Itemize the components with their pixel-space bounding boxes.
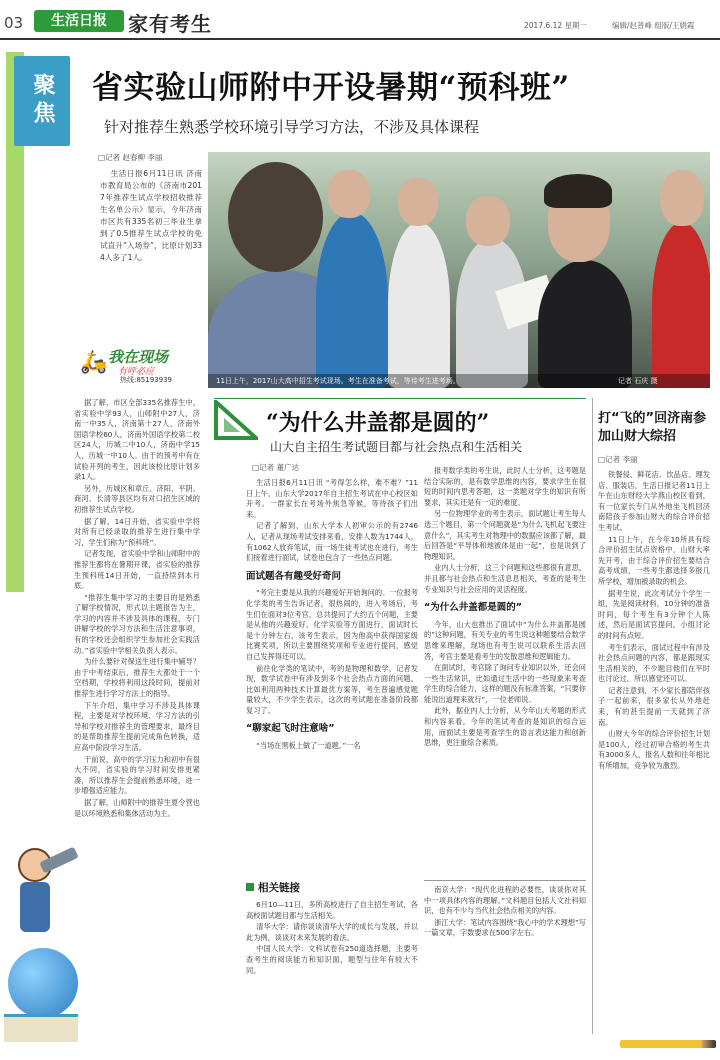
- date-line: 2017.6.12 星期一: [524, 21, 588, 30]
- paragraph: 在面试时，考官除了询问专业知识以外，还会问一些生活常识，比如通过生活中的一些现象来考查学生的综合能力，这样的题没有标准答案，“只要你能说出道理来就行”，一位老师说。: [424, 663, 586, 704]
- paragraph: 前往化学类的笔试中，考的是物理和数学，记者发现，数学试卷中有涉及到多个社会热点方面的问题，比如利用两种技术计算最优方案等，考生普遍感觉题量较大，不少学生表示，这次的考试题在准备阶段都复习了。: [246, 663, 418, 715]
- news-photo: [208, 152, 710, 388]
- right-headline: 打“飞的”回济南参加山财大综招: [598, 411, 707, 444]
- paragraph: 生活日报6月11日讯 “考得怎么样，难不难？”11日上午，山东大学2017年自主招生考试在中心校区如开考。一群家长在考场外焦急等候，等待孩子们出来。: [246, 478, 418, 519]
- photo-figure: [652, 222, 710, 388]
- pencil-icon: [620, 1040, 716, 1048]
- paragraph: “考完主要是从我的兴趣爱好开始询问的。一位报考化学类的考生告诉记者，很热闹的，进入考场后，考生们在面对3位考官，总共提问了大约五个问题，主要是从他的兴趣爱好、化学实验等方面进行，面试时长是十分钟左右，该考生表示，因为他高中获得国家级比赛奖项，所以主要围绕奖项和专业进行提问，感觉自己发挥得还可以。: [246, 588, 418, 661]
- paragraph: 另一位物理学业的考生表示，面试题让考生每人选三个题目，第一个问题就是“为什么飞机起飞要注意什么”，其实考生对物理中的数据应该都了解，最后回答是“平导体和地被体是由一起”，也是说到了物理知识。: [424, 509, 586, 561]
- photo-head: [660, 170, 704, 226]
- live-logo-hotline: 热线:85193939: [120, 376, 172, 384]
- main-lead: [100, 168, 202, 338]
- photo-head: [228, 162, 323, 272]
- main-lead-text: 生活日报6月11日讯 济南市教育局公布的《济南市2017年推荐生试点学校招收推荐生名单公示》显示，今年济南市区共有335名初三毕业生拿到了0.5推荐生试点学校的免试直升“入场券”，比原计划334人多了1人。: [100, 169, 202, 262]
- feature-subhead: 面试题各有趣受好奇问: [246, 570, 342, 582]
- paragraph: 6月10—11日，多所高校进行了自主招生考试，各高校面试题目都与生活相关。: [246, 900, 418, 920]
- brand-label: 生活日报: [51, 13, 107, 29]
- page-header: [0, 0, 720, 42]
- section-title: 家有考生: [128, 12, 212, 36]
- paragraph: 清华大学：请你谈谈清华大学的成长与发展，并以此为例，谈谈对未来发展的看法。: [246, 922, 418, 942]
- focus-tab: [14, 56, 70, 146]
- paragraph: 山财大今年的综合评价招生计划是100人，经过初审合格的考生共有3000多人，报名人数和往年相比有所增加，竞争较为激烈。: [598, 729, 710, 771]
- main-subheadline: 针对推荐生熟悉学校环境引导学习方法，不涉及具体课程: [104, 118, 480, 136]
- related-links-title: [246, 880, 418, 895]
- paragraph: 南京大学：“现代化进程的必要性，谈谈你对其中一项具体内容的理解。”文科题目包括人文社科知识，也有不少与当代社会热点相关的内容。: [424, 885, 586, 916]
- globe-icon: [8, 948, 78, 1018]
- paragraph: “当场在黑板上做了一道题。”一名: [256, 741, 361, 751]
- photo-head: [328, 170, 370, 218]
- focus-tab-label: 聚焦: [30, 73, 55, 129]
- related-links-text: [246, 900, 418, 1030]
- photo-figure: [538, 260, 632, 388]
- right-byline: □记者 李丽: [598, 455, 638, 464]
- paragraph: 报考数学类的考生说，此时人士分析，这考题是结合实际的，是有数学思维的内容，要求学生在很短的时间内思考答题，这一类题对学生的知识有所要求，其实还是有一定的难度。: [424, 466, 586, 507]
- paragraph: 浙江大学：笔试内容围绕“我心中的学术理想”写一篇文章，字数要求在500字左右。: [424, 917, 586, 938]
- right-column-rule: [592, 398, 593, 1034]
- telescope-cartoon: [4, 848, 78, 1048]
- feature-col1: [246, 478, 418, 868]
- paragraph: 11日上午，在今年10所具有综合评价招生试点资格中，山财大率先开考，由于综合评价招生要结合高考成绩，一些考生都选择多报几所学校，增加被录取的机会。: [598, 534, 710, 586]
- feature-box2: [424, 880, 586, 1030]
- brand-badge: [34, 10, 124, 32]
- photo-head: [466, 196, 510, 246]
- main-byline: □记者 赵春柳 李丽: [98, 153, 163, 162]
- feature-byline: □记者 董广达: [252, 463, 299, 472]
- feature-subheadline: 山大自主招生考试题目都与社会热点和生活相关: [270, 440, 523, 454]
- paragraph: 据了解，市区全部335名推荐生中，省实验中学93人，山师附中27人，济南一中35人，济南第十27人，济南外国语学校60人，济南外国语学校第二校区24人，历城二中10人，济南中学15人，历城一中10人。由于的预考中有在试验开列的考生，因此该校比原计划多录1人。: [74, 398, 200, 482]
- related-links-label: 相关链接: [258, 882, 300, 894]
- ruler-icon: [214, 400, 258, 440]
- paragraph: 记者注意到，不少家长都陪伴孩子一起前来，很多家长从外地赶来，有的甚至提前一天就到了济南。: [598, 685, 710, 727]
- live-logo: [80, 346, 200, 386]
- paragraph: “推荐生集中学习的主要目的是熟悉了解学校情况，形式以主题报告为主，学习的内容并不涉及具体的课程，专门讲解学校的学习方法和生活注意事项，有的学校还会组织学生参加社会实践活动。”省实验中学相关负责人表示。: [74, 592, 200, 655]
- paragraph: 为什么要针对保送生进行集中辅导？由于中考结束后，推荐生大都处于一个空档期，学校将利用这段时间，提前对推荐生进行学习方法上的指导。: [74, 657, 200, 699]
- right-column-body: [598, 470, 710, 1032]
- live-logo-subtitle: 有呼必应: [118, 367, 155, 377]
- photo-hair: [544, 174, 612, 208]
- paragraph: 记者了解到，山东大学本人初审公示的有2746人，记者从现场考试安排来看，安排人数为1744人，有1062人放弃笔试，而一场生徒考试也在进行，考生们接着进行面试，试卷也包含了一些热点问题。: [246, 521, 418, 563]
- book-icon: [4, 1014, 78, 1042]
- square-bullet-icon: [246, 883, 254, 891]
- paragraph: 干前说，高中的学习压力和初中有很大不同，省实验的学习时间安排更紧凑，所以推荐生会提前熟悉环境，进一步增强适应能力。: [74, 754, 200, 796]
- paragraph: 此外，据业内人士分析，从今年山大考题的形式和内容来看，今年的笔试考查的是知识的综合运用，而面试主要是考查学生的语言表达能力和创新思维，更注重综合素质。: [424, 706, 586, 748]
- paragraph: 记者发现，省实验中学和山师附中的推荐生都将在暑期开课，省实验的推荐生预科班14日开始，一直持续到本月底。: [74, 549, 200, 591]
- feature-col2: [424, 466, 586, 866]
- left-column: [74, 398, 200, 1030]
- cartoon-body: [20, 882, 50, 932]
- feature-top-rule: [214, 398, 586, 399]
- paragraph: 据了解，山师附中的推荐生夏令营也是以环境熟悉和集体活动为主。: [74, 797, 200, 818]
- paragraph: 考生们表示，面试过程中有涉及社会热点问题的内容，都是跟现实生活相关的，不少题目他们在平时也讨论过，所以感觉还可以。: [598, 642, 710, 684]
- motorcycle-icon: 🛵: [80, 350, 108, 375]
- paragraph: 中国人民大学：文科试卷有250道选择题，主要考查考生的阅读能力和知识面，题型与往年有较大不同。: [246, 944, 418, 975]
- live-logo-title: 我在现场: [108, 348, 169, 366]
- paragraph: 另外，历城区和章丘、济阳、平阴、商河、长清等县区均有对口招生区域的初推荐生试点学校。: [74, 483, 200, 514]
- page-number: 03: [4, 14, 24, 32]
- header-rule: [0, 38, 720, 40]
- photo-figure: [316, 212, 388, 388]
- feature-subhead: “聊家起飞时注意啥”: [246, 723, 335, 735]
- paragraph: 业内人士分析，这三个问题和这些都很有意思，并且都与社会热点和生活息息相关，考查的是考生专业知识与社会应用的灵活程度。: [424, 563, 586, 594]
- photo-figure: [388, 222, 450, 388]
- feature-headline: “为什么井盖都是圆的”: [266, 410, 490, 436]
- paragraph: 今年，山大也推出了面试中“为什么井盖都是圆的”这种问题，有关专业的考生说这种题要结合数学思维来理解，现场也有考生说可以联系生活去回答，考官主要是看考生的发散思维和逻辑能力。: [424, 619, 586, 661]
- paragraph: 铁餐侵、鲜花店、饮品店、理发店、服装店，生活日报记者11日上午在山东财经大学燕山校区看到，有一位家长专门从外地坐飞机回济南陪孩子参加山财大的综合评价招生考试。: [598, 470, 710, 532]
- editors-line: 编辑/赵普峰 组版/王娟霞: [612, 21, 695, 30]
- photo-caption: 11日上午，2017山大高中招生考试现场。考生在准备考试，等待考生进考场。: [216, 377, 460, 385]
- paragraph: 据了解，14日开始，省实验中学将对所有已经录取的推荐生进行集中学习，学生们称为“预科班”。: [74, 516, 200, 547]
- paragraph: 下午介绍，集中学习不涉及具体课程，主要是对学校环境、学习方法的引导和学校对推荐生的管理要求，最终目的是帮助推荐生提前完成角色转换，适应高中阶段学习生活。: [74, 700, 200, 752]
- feature-subhead: “为什么井盖都是圆的”: [424, 602, 522, 614]
- photo-head: [398, 178, 438, 226]
- paragraph: 据考生说，此次考试分个学生一组，先是阅读材料，10分钟的准备时间，每个考生有3分钟个人陈述，然后是面试官提问，小组讨论的时间有点短。: [598, 588, 710, 640]
- photo-credit: 记者 石庆 摄: [618, 377, 658, 385]
- related-links-box: [246, 880, 418, 1032]
- main-headline: 省实验山师附中开设暑期“预科班”: [92, 70, 570, 106]
